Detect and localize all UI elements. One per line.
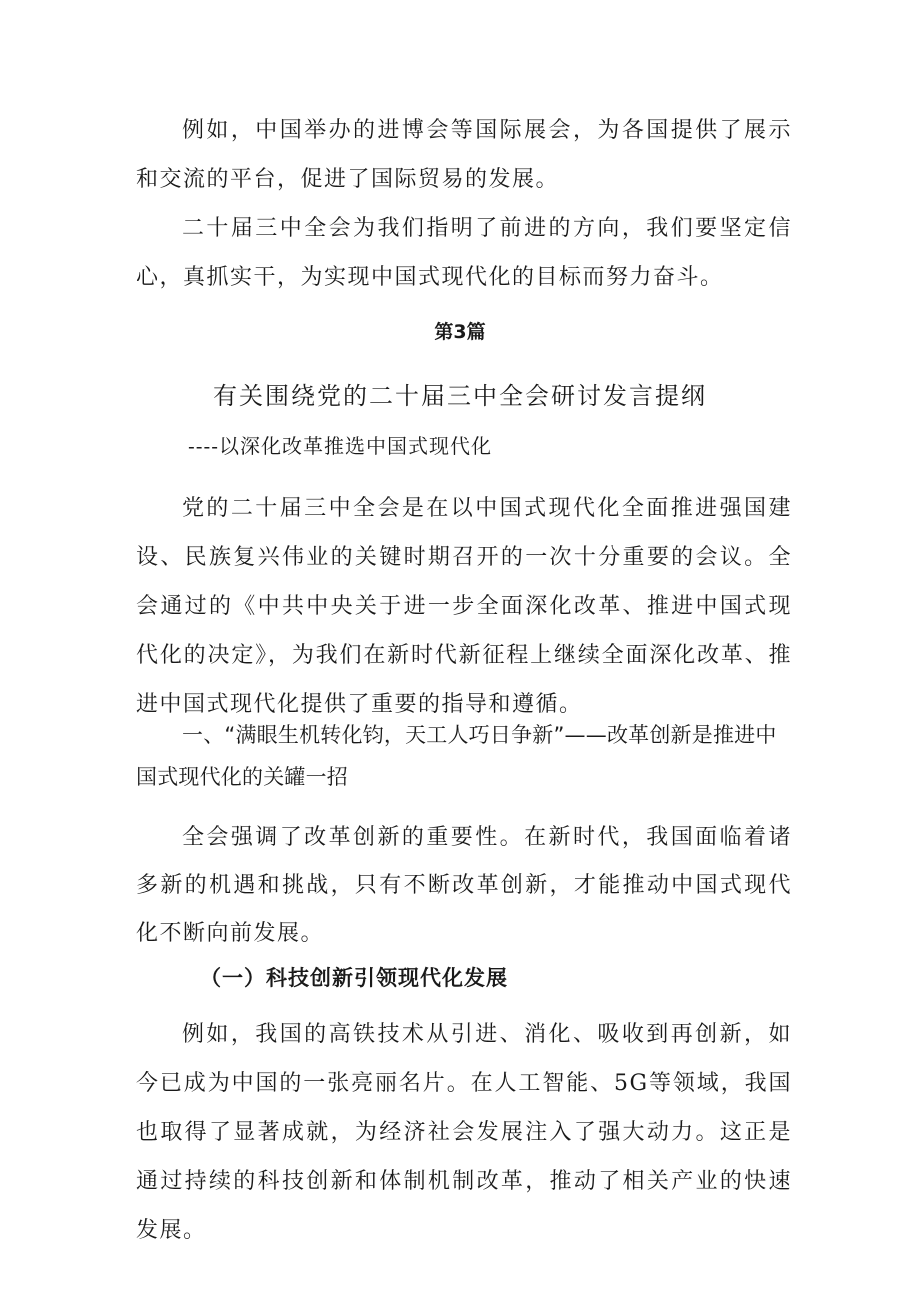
paragraph-exhibition-example: 例如，中国举办的进博会等国际展会，为各国提供了展示和交流的平台，促进了国际贸易的发展。 (136, 118, 792, 192)
heading-level-1: 一、“满眼生机转化钧，天工人巧日争新”——改革创新是推进中国式现代化的关罐一招 (136, 723, 777, 789)
section-number: 第3篇 (434, 321, 486, 343)
paragraph-tech-innovation: 例如，我国的高铁技术从引进、消化、吸收到再创新，如今已成为中国的一张亮丽名片。在人工智能、5G等领域，我国也取得了显著成就，为经济社会发展注入了强大动力。这正是通过持续的科技创新和体制机制改革，推动了相关产业的快速发展。 (136, 1022, 792, 1243)
heading-level-2: （一）科技创新引领现代化发展 (200, 965, 508, 990)
document-title: 有关围绕党的二十届三中全会研讨发言提纲 (213, 382, 707, 410)
paragraph-introduction: 党的二十届三中全会是在以中国式现代化全面推进强国建设、民族复兴伟业的关键时期召开的一次十分重要的会议。全会通过的《中共中央关于进一步全面深化改革、推进中国式现代化的决定》，为我们在新时代新征程上继续全面深化改革、推进中国式现代化提供了重要的指导和遵循。 (136, 496, 792, 717)
paragraph-conclusion: 二十届三中全会为我们指明了前进的方向，我们要坚定信心，真抓实干，为实现中国式现代化的目标而努力奋斗。 (136, 216, 792, 290)
paragraph-reform-innovation: 全会强调了改革创新的重要性。在新时代，我国面临着诸多新的机遇和挑战，只有不断改革创新，才能推动中国式现代化不断向前发展。 (136, 825, 792, 946)
document-subtitle: ----以深化改革推选中国式现代化 (188, 434, 493, 458)
